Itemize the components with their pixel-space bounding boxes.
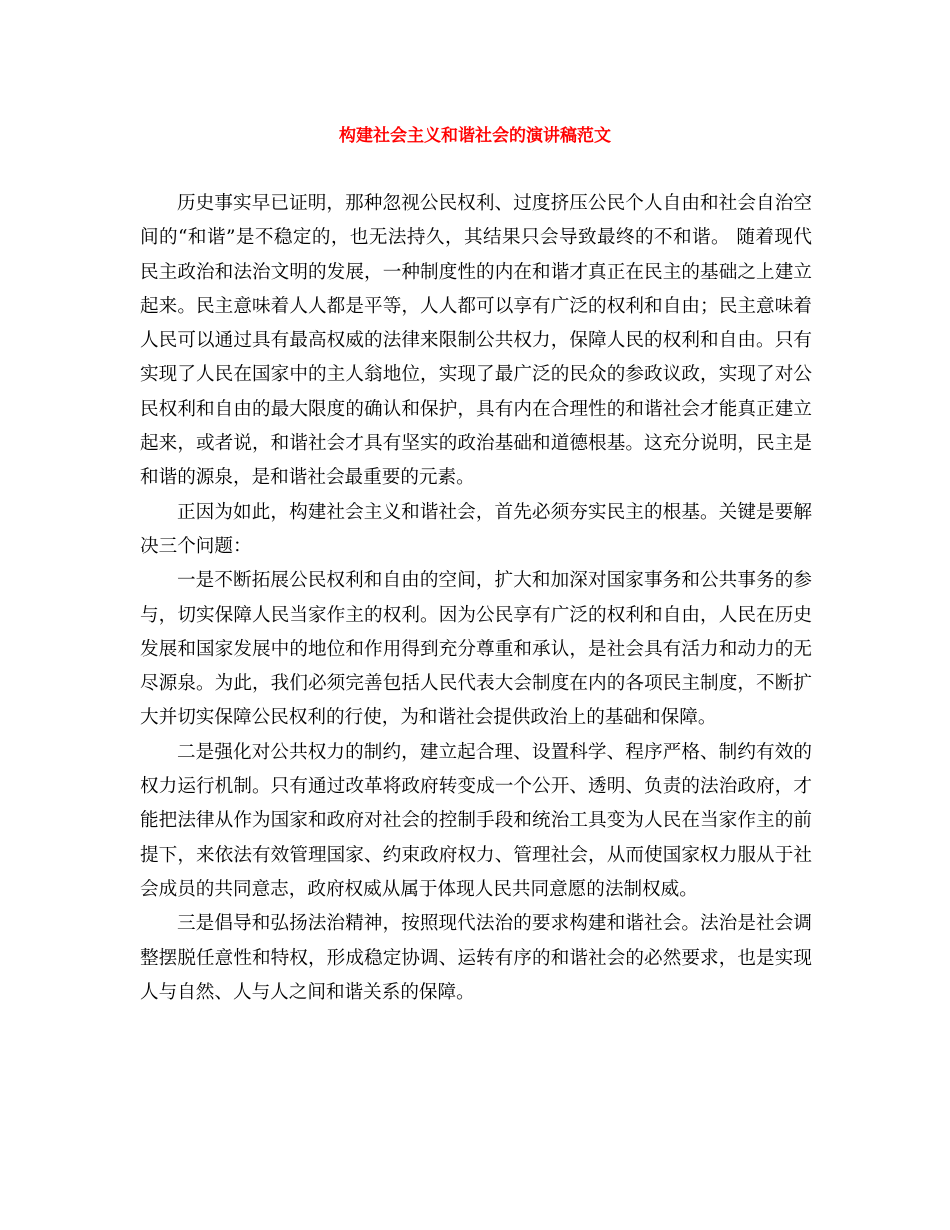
paragraph-2: 正因为如此，构建社会主义和谐社会，首先必须夯实民主的根基。关键是要解决三个问题： [140,501,812,557]
document-body [140,187,812,1010]
paragraph-1: 历史事实早已证明，那种忽视公民权利、过度挤压公民个人自由和社会自治空间的“和谐”是不稳定的，也无法持久，其结果只会导致最终的不和谐。 随着现代民主政治和法治文明的发展，一种制度性的内在和谐才真正在民主的基础之上建立起来。民主意味着人人都是平等，人人都可以享有广泛的权利和自由；民主意味着人民可以通过具有最高权威的法律来限制公共权力，保障人民的权利和自由。只有实现了人民在国家中的主人翁地位，实现了最广泛的民众的参政议政，实现了对公民权利和自由的最大限度的确认和保护，具有内在合理性的和谐社会才能真正建立起来，或者说，和谐社会才具有坚实的政治基础和道德根基。这充分说明，民主是和谐的源泉，是和谐社会最重要的元素。 [140,193,812,489]
paragraph-3: 一是不断拓展公民权利和自由的空间，扩大和加深对国家事务和公共事务的参与，切实保障人民当家作主的权利。因为公民享有广泛的权利和自由，人民在历史发展和国家发展中的地位和作用得到充分尊重和承认，是社会具有活力和动力的无尽源泉。为此，我们必须完善包括人民代表大会制度在内的各项民主制度，不断扩大并切实保障公民权利的行使，为和谐社会提供政治上的基础和保障。 [140,570,812,729]
document-title: 构建社会主义和谐社会的演讲稿范文 [339,126,611,146]
paragraph-4: 二是强化对公共权力的制约，建立起合理、设置科学、程序严格、制约有效的权力运行机制。只有通过改革将政府转变成一个公开、透明、负责的法治政府，才能把法律从作为国家和政府对社会的控制手段和统治工具变为人民在当家作主的前提下，来依法有效管理国家、约束政府权力、管理社会，从而使国家权力服从于社会成员的共同意志，政府权威从属于体现人民共同意愿的法制权威。 [140,741,812,900]
paragraph-5: 三是倡导和弘扬法治精神，按照现代法治的要求构建和谐社会。法治是社会调整摆脱任意性和特权，形成稳定协调、运转有序的和谐社会的必然要求，也是实现人与自然、人与人之间和谐关系的保障。 [140,913,812,1003]
